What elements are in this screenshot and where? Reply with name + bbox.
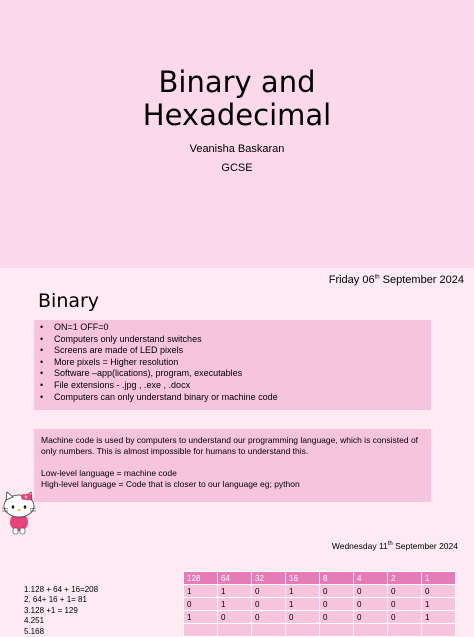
table-cell: 0 [252,598,286,611]
slide-date: Friday 06th September 2024 [328,274,464,286]
title-slide [0,0,474,268]
bullet-item: • Screens are made of LED pixels [54,345,431,357]
bullet-item: • More pixels = Higher resolution [54,357,431,369]
table-cell: 0 [354,585,388,598]
slide-heading: Binary [38,290,100,312]
table-header-cell: 8 [320,572,354,585]
table-cell: 1 [184,585,218,598]
table-cell: 0 [286,611,320,624]
low-level-definition: Low-level language = machine code [41,468,177,478]
table-cell [184,624,218,637]
sum-item: 3.128 +1 = 129 [24,605,78,615]
table-cell: 0 [320,598,354,611]
sum-item: 1.128 + 64 + 16=208 [24,585,99,594]
table-row [184,624,456,637]
bullet-item: • File extensions - .jpg , .exe , .docx [54,380,431,392]
table-row [184,611,456,624]
table-cell: 0 [320,611,354,624]
bullet-item: • Computers only understand switches [54,334,431,346]
bullet-list-box [34,320,431,410]
table-header-row [184,572,456,585]
bullet-list [34,322,431,403]
table-cell [388,624,422,637]
table-cell: 0 [388,598,422,611]
bullet-item: • Computers can only understand binary or machine code [54,392,431,404]
table-header-cell: 32 [252,572,286,585]
hello-kitty-icon [0,490,38,536]
table-cell: 0 [354,598,388,611]
table-header-cell: 1 [422,572,456,585]
table-cell [354,624,388,637]
bullet-item: • ON=1 OFF=0 [54,322,431,334]
table-cell [286,624,320,637]
table-header-cell: 4 [354,572,388,585]
table-cell: 0 [422,585,456,598]
table-cell: 0 [388,585,422,598]
table-cell [218,624,252,637]
machine-code-box [34,429,431,502]
table-cell: 0 [252,611,286,624]
table-cell: 1 [218,585,252,598]
table-header-cell: 128 [184,572,218,585]
bullet-item: • Software –app(lications), program, executables [54,368,431,380]
table-cell: 1 [422,611,456,624]
table-cell: 0 [388,611,422,624]
sum-item: 4.251 [24,616,45,626]
table-cell: 0 [354,611,388,624]
binary-place-value-table [183,571,456,637]
subject-label: GCSE [221,162,253,174]
table-cell: 1 [218,598,252,611]
table-header-cell: 2 [388,572,422,585]
sum-item: 2. 64+ 16 + 1= 81 [24,595,87,605]
table-cell [252,624,286,637]
table-cell: 0 [184,598,218,611]
table-cell: 1 [422,598,456,611]
binary-sums-list [24,585,98,637]
slide-title [0,66,474,132]
table-cell: 0 [252,585,286,598]
table-row [184,598,456,611]
table-cell: 1 [184,611,218,624]
title-line-2: Hexadecimal [142,98,332,132]
table-row [184,585,456,598]
slide-date: Wednesday 11th September 2024 [331,541,458,551]
table-cell: 0 [320,585,354,598]
author-name: Veanisha Baskaran [189,143,285,155]
table-cell: 1 [286,585,320,598]
machine-code-paragraph: Machine code is used by computers to understand our programming language, which is consisted of only numbers. This is almost impossible for humans to understand this. [41,435,419,456]
table-cell: 0 [218,611,252,624]
table-cell: 1 [286,598,320,611]
high-level-definition: High-level language = Code that is closer to our language eg; python [41,479,300,489]
table-header-cell: 16 [286,572,320,585]
title-line-1: Binary and [158,65,316,99]
table-header-cell: 64 [218,572,252,585]
table-cell [320,624,354,637]
sum-item: 5.168 [24,626,45,636]
table-cell [422,624,456,637]
